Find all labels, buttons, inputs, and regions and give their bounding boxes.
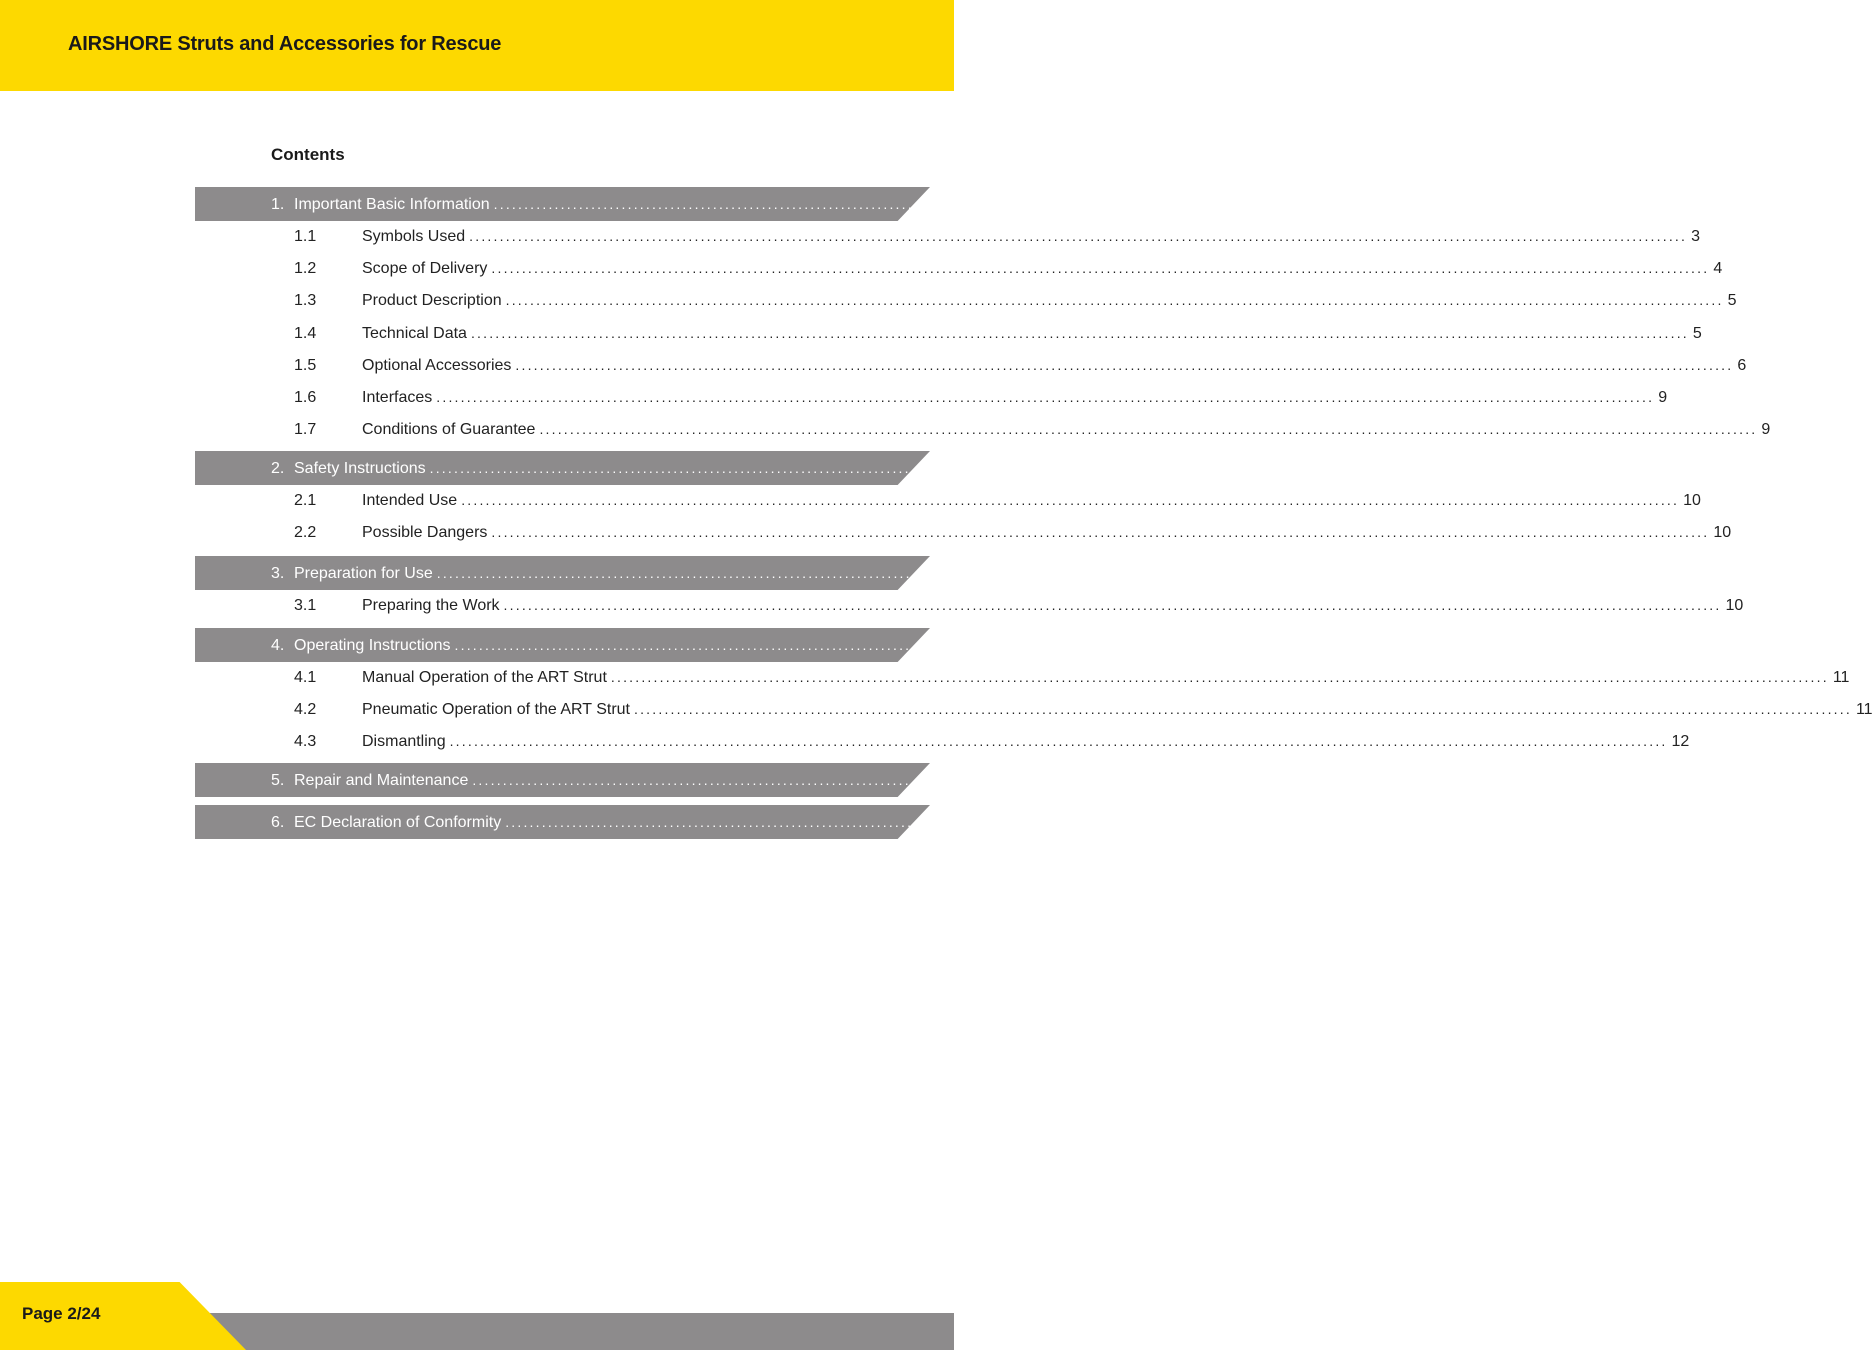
toc-number: 3. (271, 565, 285, 582)
toc-page-number: 9 (1761, 421, 1771, 438)
toc-page-number: 11 (1676, 637, 1694, 654)
toc-label: Manual Operation of the ART Strut (362, 669, 607, 686)
toc-page-number: 10 (1713, 524, 1732, 541)
toc-label: Symbols Used (362, 228, 466, 245)
toc-label: Repair and Maintenance (294, 772, 469, 789)
toc-page-number: 11 (1855, 701, 1873, 718)
toc-subsection-entry[interactable] (271, 225, 1700, 247)
toc-leader-dots: ........................................................................................................................................................................................................ (449, 733, 1668, 749)
toc-subsection-entry[interactable] (271, 418, 1771, 440)
toc-page-number: 5 (1692, 325, 1702, 342)
toc-label: Possible Dangers (362, 524, 488, 541)
toc-number: 1.2 (294, 260, 317, 277)
toc-section-entry[interactable] (271, 457, 1661, 479)
toc-page-number: 9 (1651, 460, 1661, 477)
toc-label: Important Basic Information (294, 196, 490, 213)
toc-subsection-entry[interactable] (271, 322, 1702, 344)
toc-leader-dots: ........................................................................................................................................................................................................ (515, 357, 1734, 373)
toc-label: Intended Use (362, 492, 458, 509)
toc-number: 2.1 (294, 492, 317, 509)
toc-section-entry[interactable] (271, 811, 1745, 833)
toc-leader-dots: ........................................................................................................................................................................................................ (610, 669, 1829, 685)
toc-label: Safety Instructions (294, 460, 426, 477)
toc-label: Product Description (362, 292, 502, 309)
toc-label: Pneumatic Operation of the ART Strut (362, 701, 630, 718)
toc-leader-dots: ........................................................................................................................................................................................................ (429, 460, 1648, 476)
toc-page-number: 5 (1727, 292, 1737, 309)
toc-section-entry[interactable] (271, 193, 1725, 215)
toc-page-number: 10 (1725, 597, 1744, 614)
toc-label: Preparing the Work (362, 597, 500, 614)
toc-page-number: 9 (1658, 389, 1668, 406)
page-number: Page 2/24 (22, 1304, 101, 1323)
toc-number: 3.1 (294, 597, 317, 614)
toc-page-number: 4 (1713, 260, 1723, 277)
toc-number: 5. (271, 772, 285, 789)
toc-leader-dots: ........................................................................................................................................................................................................ (503, 597, 1722, 613)
toc-subsection-entry[interactable] (271, 386, 1668, 408)
toc-number: 1.7 (294, 421, 317, 438)
toc-number: 1.5 (294, 357, 317, 374)
toc-subsection-entry[interactable] (271, 698, 1873, 720)
toc-subsection-entry[interactable] (271, 594, 1744, 616)
toc-number: 6. (271, 814, 285, 831)
toc-leader-dots: ........................................................................................................................................................................................................ (505, 292, 1724, 308)
toc-leader-dots: ........................................................................................................................................................................................................ (461, 492, 1680, 508)
toc-subsection-entry[interactable] (271, 354, 1747, 376)
toc-page-number: 10 (1658, 565, 1677, 582)
toc-subsection-entry[interactable] (271, 730, 1690, 752)
toc-label: Dismantling (362, 733, 446, 750)
toc-leader-dots: ........................................................................................................................................................................................................ (470, 325, 1689, 341)
toc-label: Conditions of Guarantee (362, 421, 536, 438)
toc-page-number: 12 (1671, 733, 1690, 750)
toc-leader-dots: ........................................................................................................................................................................................................ (493, 196, 1712, 212)
toc-leader-dots: ........................................................................................................................................................................................................ (539, 421, 1758, 437)
toc-number: 2.2 (294, 524, 317, 541)
toc-leader-dots: ........................................................................................................................................................................................................ (436, 389, 1655, 405)
toc-page-number: 3 (1715, 196, 1725, 213)
document-title: AIRSHORE Struts and Accessories for Rescue (68, 33, 502, 55)
toc-number: 4. (271, 637, 285, 654)
toc-page-number: 23 (1727, 814, 1745, 831)
toc-page-number: 10 (1683, 492, 1701, 509)
toc-leader-dots: ........................................................................................................................................................................................................ (634, 701, 1852, 717)
toc-leader-dots: ........................................................................................................................................................................................................ (505, 814, 1724, 830)
toc-number: 1.1 (294, 228, 317, 245)
toc-number: 1.6 (294, 389, 317, 406)
toc-number: 4.2 (294, 701, 317, 718)
toc-label: Technical Data (362, 325, 467, 342)
toc-number: 4.1 (294, 669, 317, 686)
toc-subsection-entry[interactable] (271, 489, 1701, 511)
toc-page-number: 6 (1737, 357, 1747, 374)
toc-section-entry[interactable] (271, 634, 1694, 656)
toc-label: Optional Accessories (362, 357, 512, 374)
toc-label: EC Declaration of Conformity (294, 814, 502, 831)
toc-leader-dots: ........................................................................................................................................................................................................ (469, 228, 1688, 244)
toc-subsection-entry[interactable] (271, 666, 1850, 688)
toc-page-number: 11 (1832, 669, 1850, 686)
toc-subsection-entry[interactable] (271, 521, 1732, 543)
page-header (0, 0, 954, 91)
toc-subsection-entry[interactable] (271, 289, 1737, 311)
toc-leader-dots: ........................................................................................................................................................................................................ (472, 772, 1691, 788)
toc-section-entry[interactable] (271, 562, 1677, 584)
toc-section-entry[interactable] (271, 769, 1713, 791)
toc-leader-dots: ........................................................................................................................................................................................................ (454, 637, 1673, 653)
toc-leader-dots: ........................................................................................................................................................................................................ (436, 565, 1655, 581)
toc-page-number: 3 (1691, 228, 1700, 245)
toc-number: 4.3 (294, 733, 317, 750)
toc-number: 2. (271, 460, 285, 477)
toc-leader-dots: ........................................................................................................................................................................................................ (491, 260, 1710, 276)
toc-leader-dots: ........................................................................................................................................................................................................ (491, 524, 1710, 540)
toc-label: Operating Instructions (294, 637, 451, 654)
toc-label: Preparation for Use (294, 565, 433, 582)
toc-page-number: 22 (1694, 772, 1713, 789)
contents-heading: Contents (271, 145, 345, 164)
toc-label: Scope of Delivery (362, 260, 488, 277)
toc-subsection-entry[interactable] (271, 257, 1723, 279)
toc-number: 1.4 (294, 325, 317, 342)
toc-number: 1.3 (294, 292, 317, 309)
toc-number: 1. (271, 196, 285, 213)
toc-label: Interfaces (362, 389, 433, 406)
footer-bar (200, 1313, 954, 1350)
